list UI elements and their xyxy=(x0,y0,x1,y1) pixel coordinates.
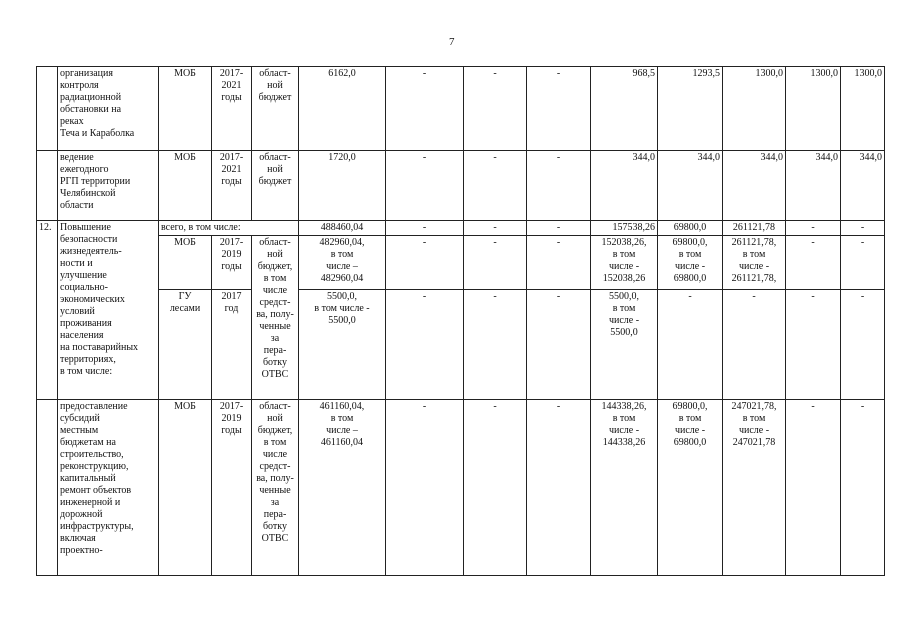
executor-cell: МОБ xyxy=(159,400,212,576)
period-cell: 2017- 2019 годы xyxy=(212,236,252,290)
value-cell: - xyxy=(464,400,527,576)
value-cell: 157538,26 xyxy=(591,221,658,236)
value-cell: 1293,5 xyxy=(658,67,723,151)
value-cell: 144338,26, в том числе - 144338,26 xyxy=(591,400,658,576)
value-cell: 344,0 xyxy=(591,151,658,221)
row-number-cell xyxy=(37,400,58,576)
value-cell: - xyxy=(841,221,885,236)
value-cell: - xyxy=(386,221,464,236)
row-number-cell xyxy=(37,67,58,151)
table-row xyxy=(37,151,885,221)
value-cell: - xyxy=(841,236,885,290)
value-cell: 344,0 xyxy=(841,151,885,221)
total-cell: 5500,0, в том числе - 5500,0 xyxy=(299,290,386,400)
value-cell: - xyxy=(386,236,464,290)
table-row xyxy=(37,400,885,576)
table-row xyxy=(37,290,885,400)
value-cell: - xyxy=(527,290,591,400)
value-cell: - xyxy=(786,400,841,576)
page-number: 7 xyxy=(449,36,455,48)
source-cell: област- ной бюджет xyxy=(252,67,299,151)
table-row xyxy=(37,221,885,236)
activity-name-cell: предоставление субсидий местным бюджетам на строительство, реконструкцию, капитальный ремонт объектов инженерной и дорожной инфраструктуры, включая проектно- xyxy=(58,400,159,576)
value-cell: - xyxy=(464,221,527,236)
period-cell: 2017- 2019 годы xyxy=(212,400,252,576)
period-cell: 2017- 2021 годы xyxy=(212,67,252,151)
executor-cell: ГУ лесами xyxy=(159,290,212,400)
period-cell: 2017- 2021 годы xyxy=(212,151,252,221)
executor-cell: МОБ xyxy=(159,67,212,151)
value-cell: - xyxy=(386,400,464,576)
value-cell: 344,0 xyxy=(658,151,723,221)
source-cell: област- ной бюджет, в том числе средст- ва, полу- ченные за пера- ботку ОТВС xyxy=(252,236,299,400)
value-cell: 69800,0 xyxy=(658,221,723,236)
value-cell: - xyxy=(386,151,464,221)
source-cell: област- ной бюджет, в том числе средст- ва, полу- ченные за пера- ботку ОТВС xyxy=(252,400,299,576)
value-cell: 968,5 xyxy=(591,67,658,151)
value-cell: - xyxy=(464,67,527,151)
value-cell: - xyxy=(386,290,464,400)
value-cell: - xyxy=(841,290,885,400)
value-cell: - xyxy=(464,151,527,221)
value-cell: 1300,0 xyxy=(786,67,841,151)
activity-name-cell: организация контроля радиационной обстановки на реках Теча и Караболка xyxy=(58,67,159,151)
total-cell: 482960,04, в том числе – 482960,04 xyxy=(299,236,386,290)
value-cell: - xyxy=(527,67,591,151)
executor-cell: МОБ xyxy=(159,236,212,290)
budget-table xyxy=(36,66,885,576)
value-cell: 152038,26, в том числе - 152038,26 xyxy=(591,236,658,290)
value-cell: - xyxy=(786,290,841,400)
value-cell: - xyxy=(841,400,885,576)
value-cell: - xyxy=(786,236,841,290)
value-cell: - xyxy=(723,290,786,400)
table-row xyxy=(37,236,885,290)
value-cell: 5500,0, в том числе - 5500,0 xyxy=(591,290,658,400)
value-cell: - xyxy=(786,221,841,236)
value-cell: 344,0 xyxy=(723,151,786,221)
value-cell: 69800,0, в том числе - 69800,0 xyxy=(658,400,723,576)
value-cell: - xyxy=(527,151,591,221)
value-cell: 344,0 xyxy=(786,151,841,221)
period-cell: 2017 год xyxy=(212,290,252,400)
value-cell: 1300,0 xyxy=(723,67,786,151)
total-cell: 6162,0 xyxy=(299,67,386,151)
all-sources-label: всего, в том числе: xyxy=(159,221,299,236)
activity-name-cell: ведение ежегодного РГП территории Челябинской области xyxy=(58,151,159,221)
table-row xyxy=(37,67,885,151)
total-cell: 488460,04 xyxy=(299,221,386,236)
value-cell: - xyxy=(464,236,527,290)
value-cell: - xyxy=(527,400,591,576)
value-cell: 1300,0 xyxy=(841,67,885,151)
total-cell: 1720,0 xyxy=(299,151,386,221)
value-cell: - xyxy=(386,67,464,151)
value-cell: 69800,0, в том числе - 69800,0 xyxy=(658,236,723,290)
row-number-cell xyxy=(37,151,58,221)
value-cell: - xyxy=(464,290,527,400)
value-cell: 247021,78, в том числе - 247021,78 xyxy=(723,400,786,576)
source-cell: област- ной бюджет xyxy=(252,151,299,221)
value-cell: 261121,78, в том числе - 261121,78, xyxy=(723,236,786,290)
executor-cell: МОБ xyxy=(159,151,212,221)
value-cell: 261121,78 xyxy=(723,221,786,236)
value-cell: - xyxy=(527,236,591,290)
total-cell: 461160,04, в том числе – 461160,04 xyxy=(299,400,386,576)
row-number-cell: 12. xyxy=(37,221,58,400)
value-cell: - xyxy=(527,221,591,236)
value-cell: - xyxy=(658,290,723,400)
activity-name-cell: Повышение безопасности жизнедеятель- ности и улучшение социально- экономических условий проживания населения на поставарийных территориях, в том числе: xyxy=(58,221,159,400)
